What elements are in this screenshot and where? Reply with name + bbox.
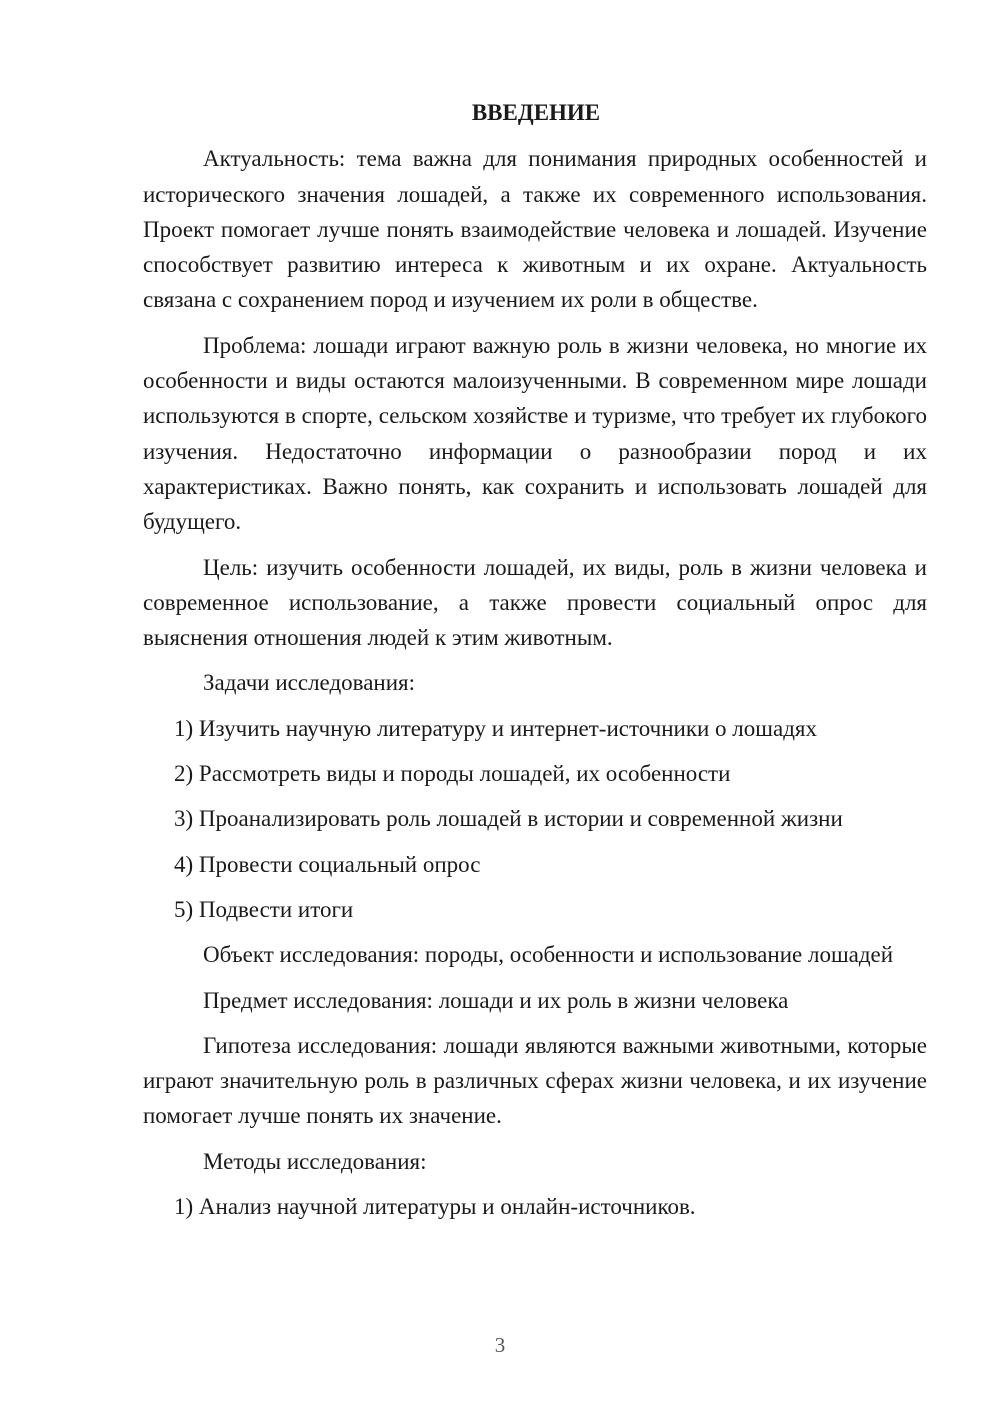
section-title: ВВЕДЕНИЕ bbox=[471, 100, 601, 125]
methods-heading: Методы исследования: bbox=[203, 1148, 427, 1174]
tasks-heading: Задачи исследования: bbox=[203, 670, 416, 696]
goal-paragraph: Цель: изучить особенности лошадей, их виды, роль в жизни человека и современное использование, а также провести социальный опрос для выяснения отношения людей к этим животным. bbox=[143, 554, 927, 651]
list-item: 3) Проанализировать роль лошадей в истории и современной жизни bbox=[174, 806, 843, 832]
list-item: 4) Провести социальный опрос bbox=[174, 851, 481, 877]
object-paragraph: Объект исследования: породы, особенности и использование лошадей bbox=[203, 942, 894, 968]
problem-paragraph: Проблема: лошади играют важную роль в жизни человека, но многие их особенности и виды остаются малоизученными. В современном мире лошади используются в спорте, сельском хозяйстве и туризме, что требует их глубокого изучения. Недостаточно информации о разнообразии пород и их характеристиках. Важно понять, как сохранить и использовать лошадей для будущего. bbox=[143, 332, 927, 535]
methods-list bbox=[143, 1189, 927, 1224]
tasks-list bbox=[143, 711, 927, 927]
hypothesis-paragraph: Гипотеза исследования: лошади являются важными животными, которые играют значительную роль в различных сферах жизни человека, и их изучение помогает лучше понять их значение. bbox=[143, 1032, 927, 1129]
page-content bbox=[143, 95, 927, 1234]
page-number: 3 bbox=[494, 1333, 506, 1357]
list-item: 2) Рассмотреть виды и породы лошадей, их особенности bbox=[174, 761, 731, 787]
list-item: 1) Анализ научной литературы и онлайн-источников. bbox=[174, 1194, 696, 1220]
list-item: 1) Изучить научную литературу и интернет-источники о лошадях bbox=[174, 715, 817, 741]
subject-paragraph: Предмет исследования: лошади и их роль в жизни человека bbox=[203, 987, 789, 1013]
relevance-paragraph: Актуальность: тема важна для понимания природных особенностей и исторического значения лошадей, а также их современного использования. Проект помогает лучше понять взаимодействие человека и лошадей. Изучение способствует развитию интереса к животным и их охране. Актуальность связана с сохранением пород и изучением их роли в обществе. bbox=[143, 146, 927, 313]
list-item: 5) Подвести итоги bbox=[174, 896, 354, 922]
